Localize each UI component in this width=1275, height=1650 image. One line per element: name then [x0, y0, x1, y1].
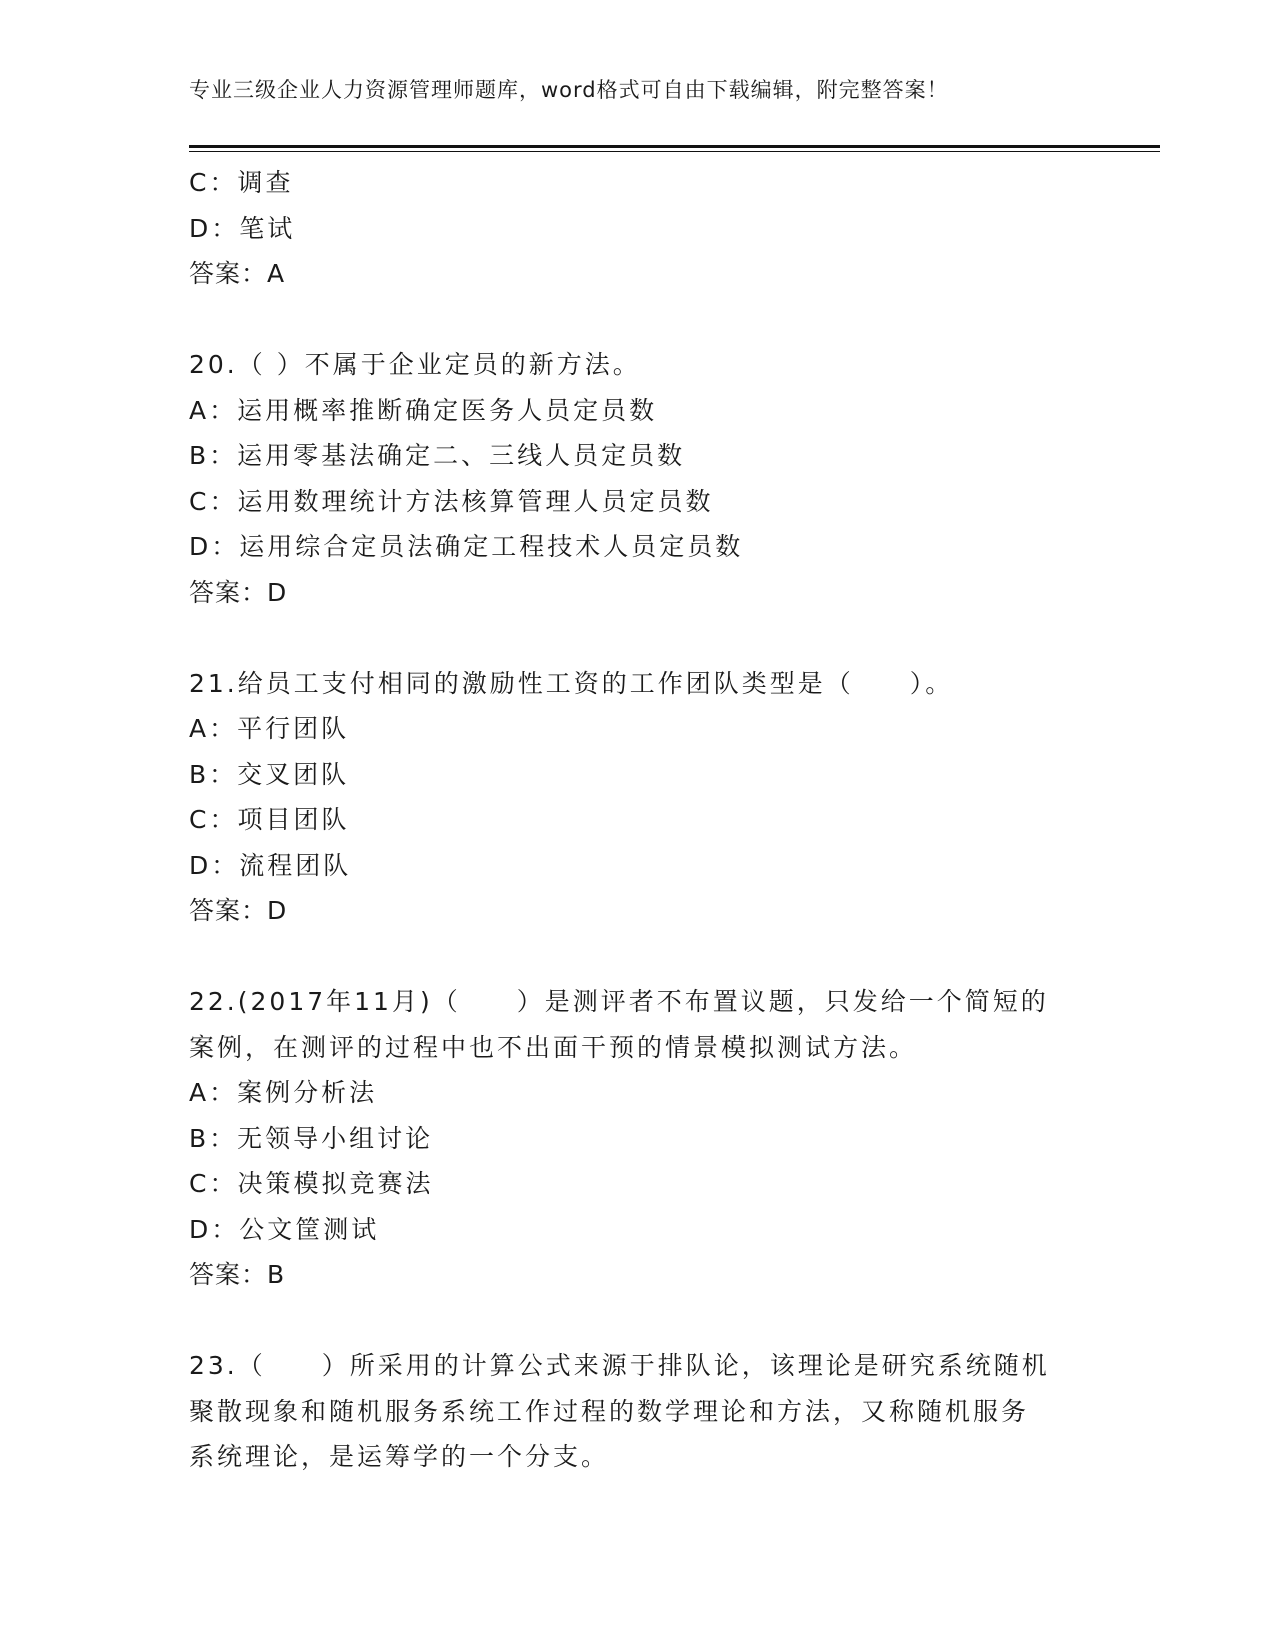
option-c: C：调查 — [189, 168, 294, 197]
spacer — [189, 615, 1129, 661]
option-d: D：公文筐测试 — [189, 1214, 380, 1244]
answer: 答案：D — [189, 577, 288, 607]
question-20 — [189, 342, 1129, 615]
option-c: C：运用数理统计方法核算管理人员定员数 — [189, 486, 714, 516]
spacer — [189, 934, 1129, 980]
answer: 答案：D — [189, 896, 288, 925]
question-stem-line: 系统理论，是运筹学的一个分支。 — [189, 1442, 610, 1471]
question-stem-line: 23.（ ）所采用的计算公式来源于排队论，该理论是研究系统随机 — [189, 1351, 1050, 1380]
spacer — [189, 297, 1129, 343]
option-c: C：项目团队 — [189, 805, 350, 834]
question-21 — [189, 661, 1129, 934]
question-stem: 21.给员工支付相同的激励性工资的工作团队类型是（ ）。 — [189, 668, 954, 698]
question-stem-line: 聚散现象和随机服务系统工作过程的数学理论和方法，又称随机服务 — [189, 1396, 1030, 1426]
option-a: A：平行团队 — [189, 714, 350, 743]
header-rule-thin — [189, 151, 1160, 152]
page-header: 专业三级企业人力资源管理师题库，word格式可自由下载编辑，附完整答案！ — [189, 78, 949, 102]
question-23 — [189, 1343, 1129, 1480]
option-d: D：运用综合定员法确定工程技术人员定员数 — [189, 532, 744, 561]
option-b: B：运用零基法确定二、三线人员定员数 — [189, 441, 686, 470]
option-d: D：笔试 — [189, 213, 296, 243]
question-stem-line: 22.(2017年11月)（ ）是测评者不布置议题，只发给一个简短的 — [189, 987, 1049, 1016]
question-stem: 20.（ ）不属于企业定员的新方法。 — [189, 350, 641, 379]
answer: 答案：B — [189, 1260, 286, 1289]
spacer — [189, 1298, 1129, 1344]
answer: 答案：A — [189, 259, 286, 288]
question-22 — [189, 979, 1129, 1298]
option-a: A：运用概率推断确定医务人员定员数 — [189, 395, 658, 425]
option-b: B：无领导小组讨论 — [189, 1123, 434, 1153]
header-rule — [189, 145, 1160, 148]
question-19-tail — [189, 160, 1129, 297]
option-a: A：案例分析法 — [189, 1078, 378, 1107]
option-c: C：决策模拟竞赛法 — [189, 1169, 434, 1198]
option-d: D：流程团队 — [189, 850, 352, 880]
option-b: B：交叉团队 — [189, 759, 350, 789]
question-content — [189, 160, 1129, 1480]
question-stem-line: 案例，在测评的过程中也不出面干预的情景模拟测试方法。 — [189, 1032, 918, 1062]
